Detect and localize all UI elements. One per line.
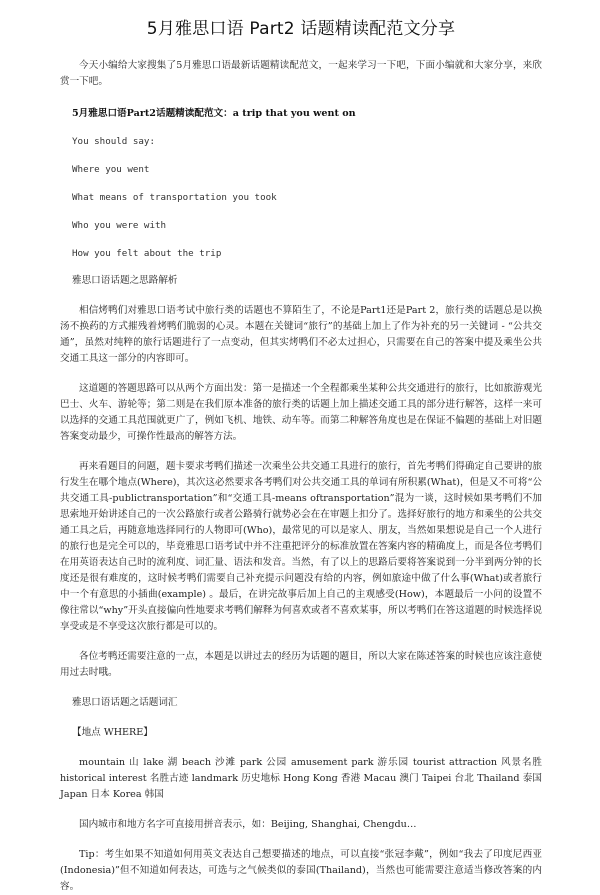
prompt-where: Where you went (72, 164, 150, 175)
prompt-how: How you felt about the trip (72, 248, 222, 259)
analysis-paragraph-3: 再来看题目的问题，题卡要求考鸭们描述一次乘坐公共交通工具进行的旅行，首先考鸭们得确定自己要讲的旅行发生在哪个地点(Where)，其次这必然要求各考鸭们对公共交通工具的单词有所积累(What)，但是又不可将“公共交通工具-publictransportation”和“交通工具-means oftransportation”混为一谈，这时候如果考鸭们不加思索地开始讲述自己的一次公路旅行或者公路骑行就势必会在在审题上扣分了。选择好旅行的地方和乘坐的公共交通工具之后，再随意地选择同行的人物即可(Who)，最常见的可以是家人、朋友，当然如果想说是自己一个人进行的旅行也是完全可以的，毕竟雅思口语考试中并不注重把评分的标准放置在答案内容的精确度上，而是各位考鸭们在用英语表达自己时的流利度、词汇量、语法和发音。当然，有了以上的思路后要将答案说到一分半到两分钟的长度还是很有难度的，这时候考鸭们需要自己补充提示问题没有给的内容，例如旅途中做了什么事(What)或者旅行中一个有意思的小插曲(example) 。最后，在讲完故事后加上自己的主观感受(How)，本题最后一小问的设置不像往常以“why”开头直接偏向性地要求考鸭们解释为何喜欢或者不喜欢某事，所以考鸭们在答这道题的时候选择说享受或是不享受这次旅行都是可以的。 (60, 461, 542, 632)
analysis-paragraph-1: 相信烤鸭们对雅思口语考试中旅行类的话题也不算陌生了，不论是Part1还是Part 2，旅行类的话题总是以换汤不换药的方式摧残着烤鸭们脆弱的心灵。本题在关键词“旅行”的基础上加上了作为补充的另一关键词 - “公共交通”，虽然对纯粹的旅行话题进行了一点变动，但其实烤鸭们不必太过担心，只需要在自己的答案中提及乘坐公共交通工具这一部分的内容即可。 (60, 305, 542, 364)
prompt-who: Who you were with (72, 220, 167, 231)
analysis-paragraph-2: 这道题的答题思路可以从两个方面出发：第一是描述一个全程都乘坐某种公共交通进行的旅行，比如旅游观光巴士、火车、游轮等；第二则是在我们原本准备的旅行类的话题上加上描述交通工具的部分进行解答，这样一来可以选择的交通工具范围就更广了，例如飞机、地铁、动车等。而第二种解答角度也是在保证不偏题的基础上对旧题答案变动最少，可操作性最高的解答方法。 (60, 383, 542, 442)
domestic-note: 国内城市和地方名字可直接用拼音表示，如：Beijing, Shanghai, Chengdu… (79, 819, 417, 830)
prompt-you-should-say: You should say: (72, 136, 155, 147)
vocab-list: mountain 山 lake 湖 beach 沙滩 park 公园 amusement park 游乐园 tourist attraction 风景名胜 historical interest 名胜古迹 landmark 历史地标 Hong Kong 香港 Macau 澳门 Taipei 台北 Thailand 泰国 Japan 日本 Korea 韩国 (60, 757, 542, 800)
analysis-paragraph-4: 各位考鸭还需要注意的一点，本题是以讲过去的经历为话题的题目，所以大家在陈述答案的时候也应该注意使用过去时哦。 (60, 651, 542, 678)
vocab-heading: 雅思口语话题之话题词汇 (72, 697, 178, 708)
prompt-transportation: What means of transportation you took (72, 192, 277, 203)
analysis-heading: 雅思口语话题之思路解析 (72, 275, 178, 286)
tip-paragraph: Tip：考生如果不知道如何用英文表达自己想要描述的地点，可以直接“张冠李戴”，例如“我去了印度尼西亚(Indonesia)”但不知道如何表达，可选与之气候类似的泰国(Thailand)，当然也可能需要注意适当修改答案的内容。 (60, 849, 542, 892)
where-label: 【地点 WHERE】 (72, 727, 153, 738)
intro-paragraph: 今天小编给大家搜集了5月雅思口语最新话题精读配范文，一起来学习一下吧，下面小编就和大家分享，来欣赏一下吧。 (60, 60, 542, 87)
section-subheading: 5月雅思口语Part2话题精读配范文：a trip that you went on (72, 108, 356, 119)
page-title: 5月雅思口语 Part2 话题精读配范文分享 (146, 19, 456, 39)
